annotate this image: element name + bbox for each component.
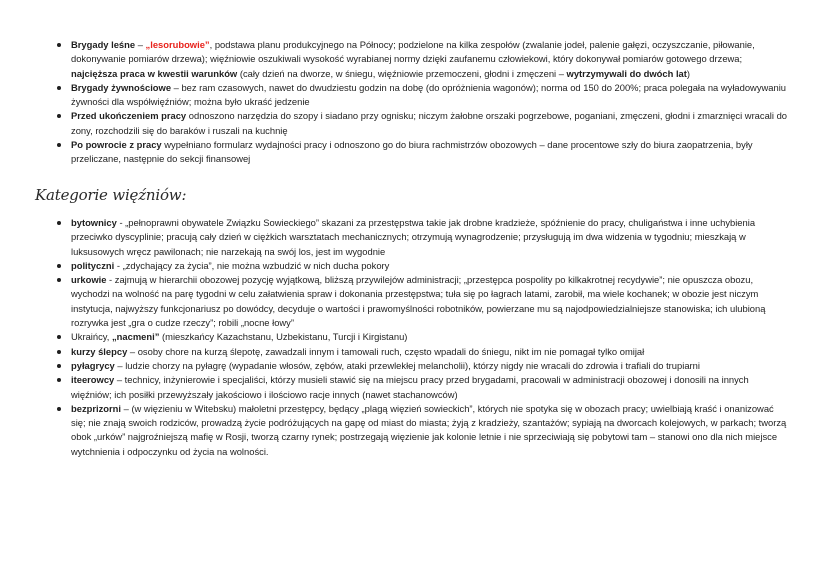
list-item: bytownicy - „pełnoprawni obywatele Związku Sowieckiego” skazani za przestępstwa takie jak drobne kradzieże, spóźnienie do pracy, chuligaństwa i inne uchybienia przeciwko dyscyplinie; pracują cały dzień w ciężkich warsztatach mechanicznych; otrzymują wynagrodzenie; przysługują im dwa widzenia w tygodniu; mieszkają w luksusowych wręcz pawilonach; nie narzekają na swój los, jest im wygodnie — [0, 216, 828, 259]
list-item: polityczni - „zdychający za życia”, nie można wzbudzić w nich ducha pokory — [0, 259, 828, 273]
bullet-icon — [57, 86, 61, 90]
bullet-icon — [57, 221, 61, 225]
list-item: Przed ukończeniem pracy odnoszono narzędzia do szopy i siadano przy ognisku; niczym żałobne orszaki pogrzebowe, poganiani, zmęczeni, głodni i zmarznięci wracali do zony, rozchodzili się do baraków i ruszali na kuchnię — [0, 109, 828, 138]
bullet-icon — [57, 350, 61, 354]
prisoner-categories-list — [0, 216, 828, 459]
bullet-icon — [57, 278, 61, 282]
list-item: pyłagrycy – ludzie chorzy na pyłagrę (wypadanie włosów, zębów, ataki przewlekłej melancholii), którzy nigdy nie wracali do zdrowia i trafiali do trupiarni — [0, 359, 828, 373]
bullet-icon — [57, 114, 61, 118]
list-item: Ukraińcy, „nacmeni” (mieszkańcy Kazachstanu, Uzbekistanu, Turcji i Kirgistanu) — [0, 330, 828, 344]
highlight-term: „lesorubowie” — [145, 39, 210, 50]
bullet-icon — [57, 407, 61, 411]
bullet-icon — [57, 364, 61, 368]
bullet-icon — [57, 335, 61, 339]
list-item: bezprizorni – (w więzieniu w Witebsku) małoletni przestępcy, będący „plagą więzień sowieckich”, których nie spotyka się w obozach pracy; uwielbiają kraść i onanizować się; nie znają swoich rodziców, prowadzą życie podróżujących na gapę od miast do miasta; żyją z kradzieży, szantażów; sypiają na dworcach kolejowych, w parkach; tworzą obok „urków” najgroźniejszą mafię w Rosji, tworzą czarny rynek; postrzegają więzienie jak kolonie letnie i nie sprzeciwiają się pobytowi tam – stanowi ono dla nich miejsce wytchnienia i odpoczynku od życia na wolności. — [0, 402, 828, 459]
bullet-icon — [57, 43, 61, 47]
bullet-icon — [57, 264, 61, 268]
list-item: Po powrocie z pracy wypełniano formularz wydajności pracy i odnoszono go do biura rachmistrzów obozowych – dane procentowe szły do biura zaopatrzenia, były przeliczane, następnie do sekcji finansowej — [0, 138, 828, 167]
list-item: Brygady żywnościowe – bez ram czasowych, nawet do dwudziestu godzin na dobę (do opróżnienia wagonów); norma od 150 do 200%; praca polegała na wyładowywaniu żywności dla współwięźniów; można było ukraść jedzenie — [0, 81, 828, 110]
list-item: iteerowcy – technicy, inżynierowie i specjaliści, którzy musieli stawić się na miejscu pracy przed brygadami, pracowali w administracji obozowej i donosili na innych więźniów; ich posiłki przewyższały jakościowo i ilościowo racje innych (nawet stachanowców) — [0, 373, 828, 402]
bullet-icon — [57, 143, 61, 147]
work-brigades-list — [0, 38, 828, 167]
list-item: Brygady leśne – „lesorubowie”, podstawa planu produkcyjnego na Północy; podzielone na kilka zespołów (zwalanie jodeł, palenie gałęzi, oczyszczanie, piłowanie, dokonywanie pomiarów drzewa); więźniowie oszukiwali wysokość wyrabianej normy dzięki zaufanemu człowiekowi, który dokonywał pomiarów gotowego drzewa; najcięższa praca w kwestii warunków (cały dzień na dworze, w śniegu, więźniowie przemoczeni, głodni i zmęczeni – wytrzymywali do dwóch lat) — [0, 38, 828, 81]
bullet-icon — [57, 378, 61, 382]
section-heading: Kategorie więźniów: — [35, 186, 187, 204]
list-item: urkowie - zajmują w hierarchii obozowej pozycję wyjątkową, bliższą przywilejów administracji; „przestępca pospolity po kilkakrotnej recydywie”; nie opuszcza obozu, wychodzi na wolność na parę tygodni w celu załatwienia spraw i dokonania przestępstwa; tuła się po łagrach latami, zarobił, ma wiele kochanek; w obozie jest niczym instytucja, najwyższy funkcjonariusz po dowódcy, decyduje o wartości i prawomyślności robotników, powierzane mu są najodpowiedzialniejsze stanowiska; ich ulubioną rozrywka jest „gra o cudze rzeczy”; robili „nocne łowy” — [0, 273, 828, 330]
list-item: kurzy ślepcy – osoby chore na kurzą ślepotę, zawadzali innym i tamowali ruch, często wpadali do śniegu, nikt im nie pomagał tylko omijał — [0, 345, 828, 359]
